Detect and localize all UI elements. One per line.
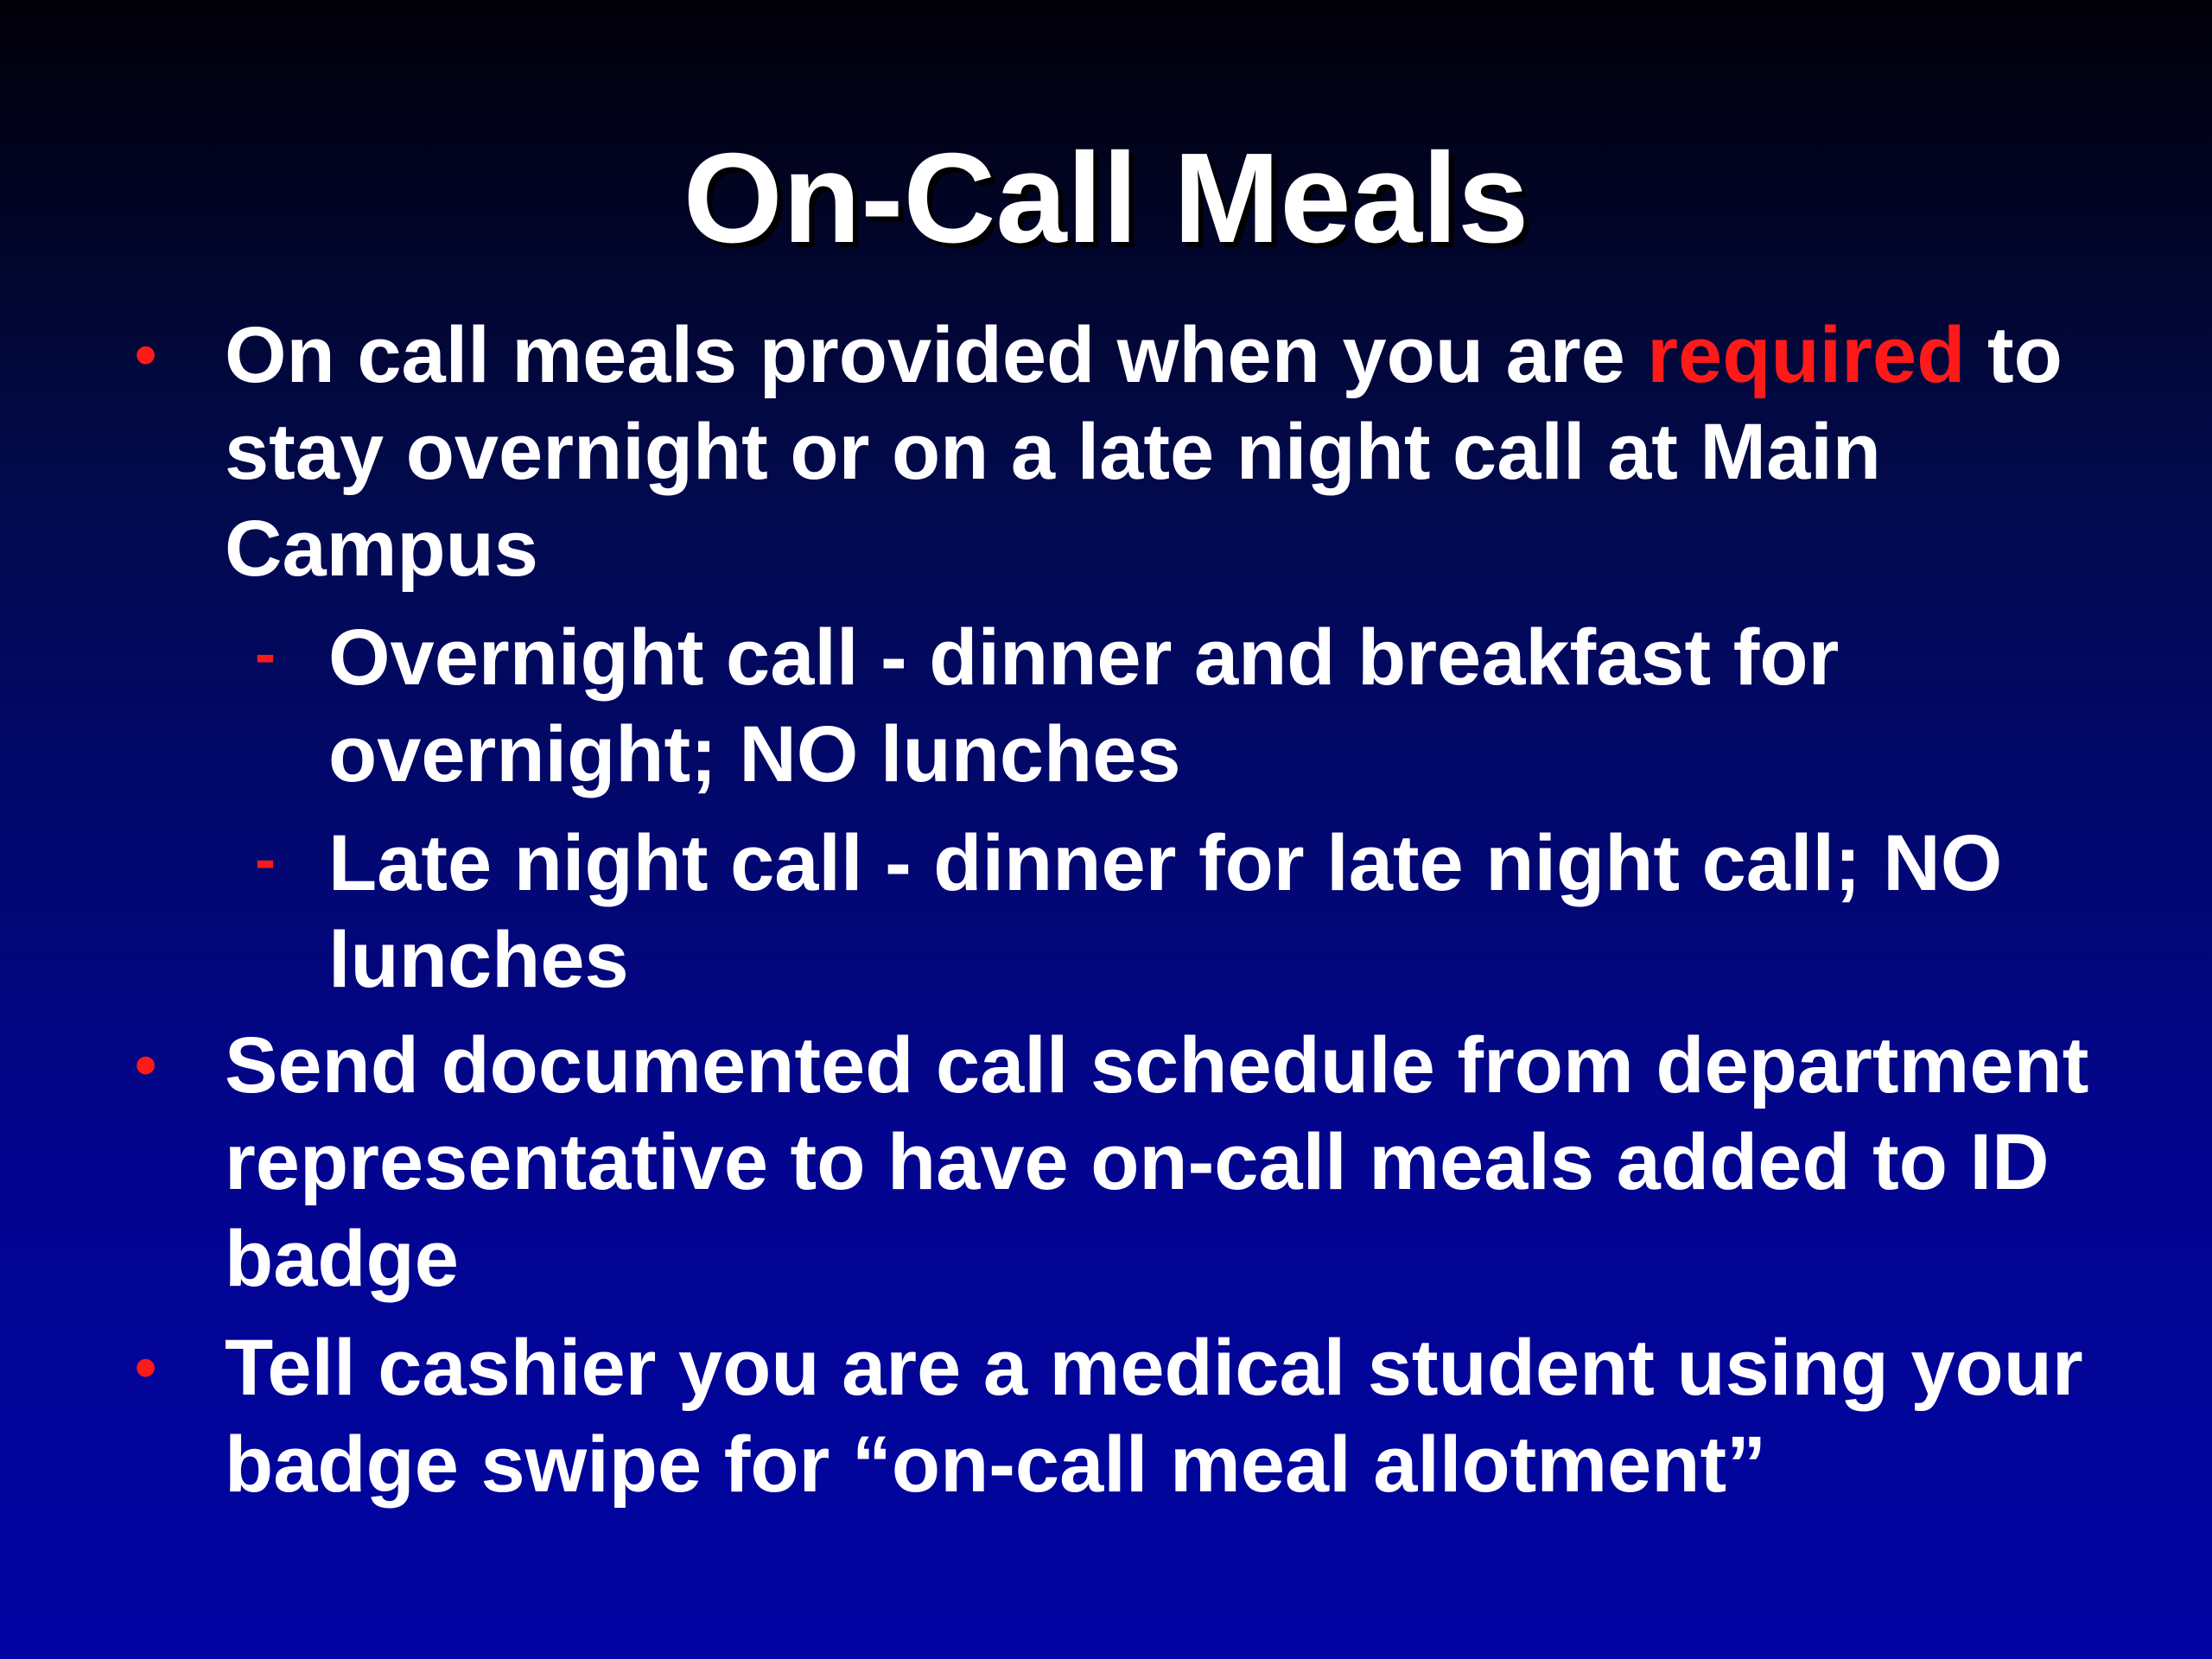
bullet-text-end: to stay overnight or on a late night call at Main Campus	[225, 311, 2063, 593]
highlight-required: required	[1647, 311, 1966, 399]
bullet-text	[225, 307, 2126, 597]
bullet-dot-icon: •	[135, 1333, 157, 1402]
bullet-text-start: On call meals provided when you are	[225, 311, 1648, 399]
sub-bullet-text: Overnight call - dinner and breakfast for overnight; NO lunches	[328, 613, 1840, 798]
sub-bullet-late-night-call	[130, 815, 2126, 1008]
bullet-item-tell-cashier	[130, 1319, 2126, 1513]
dash-bullet-icon: -	[255, 825, 276, 894]
bullet-text: Send documented call schedule from department representative to have on-call meals added to ID badge	[225, 1021, 2089, 1303]
bullet-item-send-schedule	[130, 1017, 2126, 1307]
bullet-text: Tell cashier you are a medical student using your badge swipe for “on-call meal allotment”	[225, 1324, 2083, 1509]
bullet-dot-icon: •	[135, 1031, 157, 1100]
sub-bullet-text: Late night call - dinner for late night call; NO lunches	[328, 819, 2003, 1004]
sub-bullet-overnight-call	[130, 609, 2126, 803]
slide-title: On-Call Meals	[683, 127, 1529, 270]
bullet-list	[130, 307, 2126, 1513]
dash-bullet-icon: -	[255, 620, 276, 689]
bullet-item-meals-provided	[130, 307, 2126, 597]
bullet-dot-icon: •	[135, 321, 157, 390]
